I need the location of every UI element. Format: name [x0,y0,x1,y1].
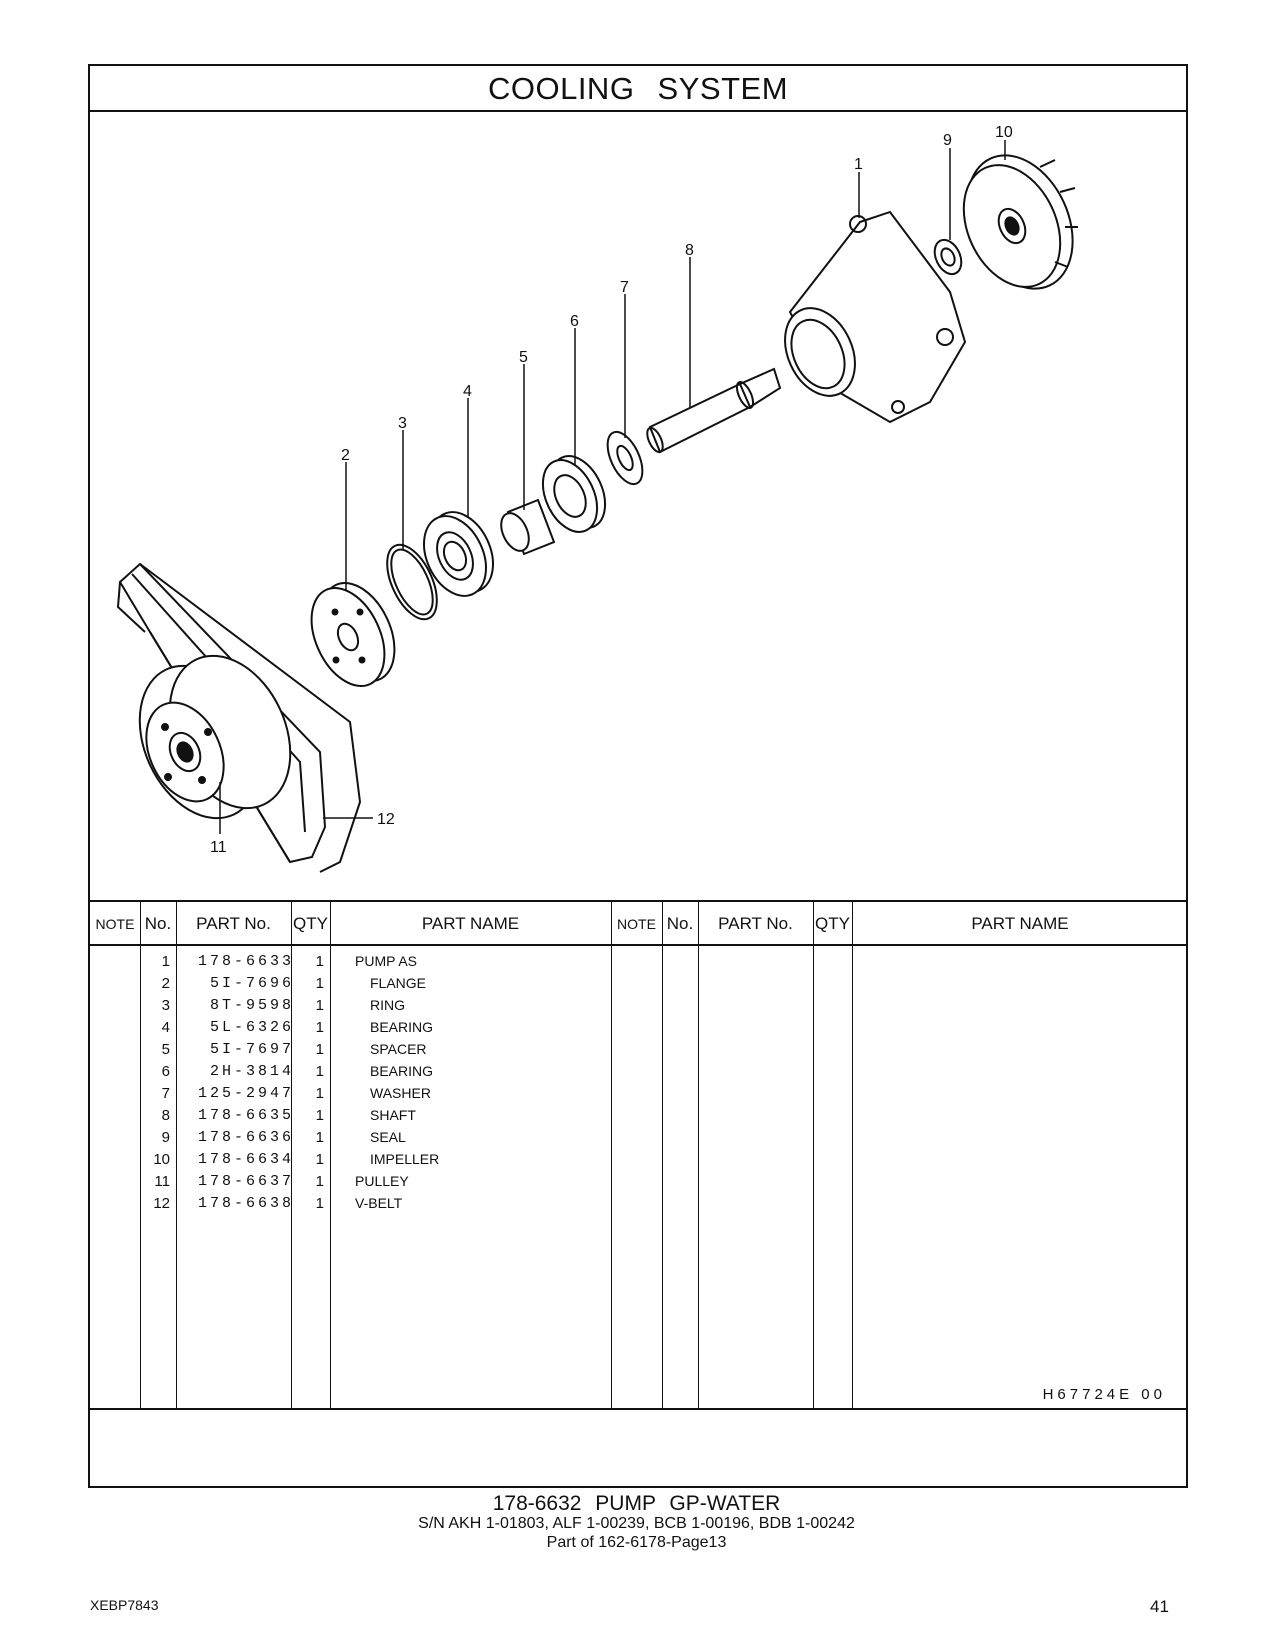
row-qty: 1 [315,1085,324,1102]
row-part-name: RING [370,997,405,1013]
row-qty: 1 [315,953,324,970]
page-number: 41 [1150,1597,1169,1616]
table-row [90,1038,1186,1061]
row-part-no: 178-6636 [197,1129,294,1146]
row-part-no: 178-6635 [197,1107,294,1124]
parts-table-header [90,900,1186,946]
row-part-name: SPACER [370,1041,427,1057]
table-row [90,1082,1186,1105]
callout-1: 1 [854,156,863,173]
row-part-name: PUMP AS [355,953,417,969]
header-part-name: PART NAME [421,914,520,933]
table-row [90,950,1186,973]
header-part-no-right: PART No. [718,914,793,933]
row-part-no: 178-6633 [197,953,294,970]
impeller-drawing [945,138,1093,305]
row-part-no: 125-2947 [197,1085,294,1102]
bearing-drawing [412,502,505,606]
callout-7: 7 [620,279,629,296]
table-row [90,1016,1186,1039]
row-part-no: 178-6638 [197,1195,294,1212]
row-part-name: PULLEY [355,1173,409,1189]
row-qty: 1 [315,975,324,992]
caption-title: 178-6632 PUMP GP-WATER [492,1492,781,1515]
exploded-view-diagram [90,112,1186,900]
row-no: 5 [161,1041,170,1058]
row-no: 2 [161,975,170,992]
parts-page-frame [88,64,1188,1488]
row-part-name: V-BELT [355,1195,403,1211]
row-no: 4 [161,1019,170,1036]
row-no: 11 [154,1173,170,1190]
table-row [90,1148,1186,1171]
row-part-no: 178-6634 [197,1151,294,1168]
row-qty: 1 [315,997,324,1014]
callout-3: 3 [398,415,407,432]
row-no: 10 [153,1151,170,1168]
shaft-drawing [644,369,780,454]
caption-serials: S/N AKH 1-01803, ALF 1-00239, BCB 1-00196, BDB 1-00242 [418,1515,855,1532]
illustration-code: H67724E 00 [1042,1386,1166,1403]
row-part-name: SEAL [370,1129,406,1145]
row-qty: 1 [315,1173,324,1190]
row-qty: 1 [315,1151,324,1168]
header-part-no: PART No. [196,914,271,933]
row-part-name: BEARING [370,1063,434,1079]
row-part-no: 8T-9598 [209,997,294,1014]
row-part-name: FLANGE [370,975,427,991]
flange-drawing [297,571,409,697]
header-qty: QTY [293,914,328,933]
row-part-no: 2H-3814 [209,1063,294,1080]
row-no: 9 [161,1129,170,1146]
table-row [90,1060,1186,1083]
row-qty: 1 [315,1019,324,1036]
callout-4: 4 [463,383,472,400]
table-row [90,972,1186,995]
row-no: 7 [161,1085,170,1102]
row-part-no: 178-6637 [197,1173,294,1190]
callout-9: 9 [943,132,952,149]
row-no: 1 [161,953,170,970]
section-title: COOLING SYSTEM [90,66,1186,112]
spacer-drawing [496,500,554,555]
row-no: 6 [161,1063,170,1080]
header-part-name-right: PART NAME [971,914,1069,933]
row-no: 12 [153,1195,170,1212]
row-part-no: 5L-6326 [209,1019,294,1036]
row-part-no: 5I-7696 [209,975,294,992]
callout-5: 5 [519,349,528,366]
table-row [90,1192,1186,1215]
row-qty: 1 [315,1041,324,1058]
row-part-name: BEARING [370,1019,434,1035]
row-no: 8 [161,1107,170,1124]
header-note: NOTE [95,916,135,932]
header-no: No. [144,914,172,933]
parts-table-body [90,946,1186,1410]
row-qty: 1 [315,1129,324,1146]
header-note-right: NOTE [617,916,656,932]
row-qty: 1 [315,1107,324,1124]
row-part-name: IMPELLER [370,1151,440,1167]
row-part-no: 5I-7697 [209,1041,294,1058]
header-no-right: No. [666,914,694,933]
row-qty: 1 [315,1195,324,1212]
callout-12: 12 [377,811,395,828]
row-part-name: SHAFT [370,1107,416,1123]
table-row [90,994,1186,1017]
document-id: XEBP7843 [90,1597,159,1613]
table-row [90,1104,1186,1127]
table-row [90,1126,1186,1149]
callout-11: 11 [210,839,227,856]
header-qty-right: QTY [815,914,850,933]
row-qty: 1 [315,1063,324,1080]
row-part-name: WASHER [370,1085,431,1101]
callout-10: 10 [995,124,1013,141]
callout-2: 2 [341,447,350,464]
row-no: 3 [161,997,170,1014]
caption-part-of: Part of 162-6178-Page13 [546,1534,727,1551]
table-row [90,1170,1186,1193]
callout-6: 6 [570,313,579,330]
callout-8: 8 [685,242,694,259]
